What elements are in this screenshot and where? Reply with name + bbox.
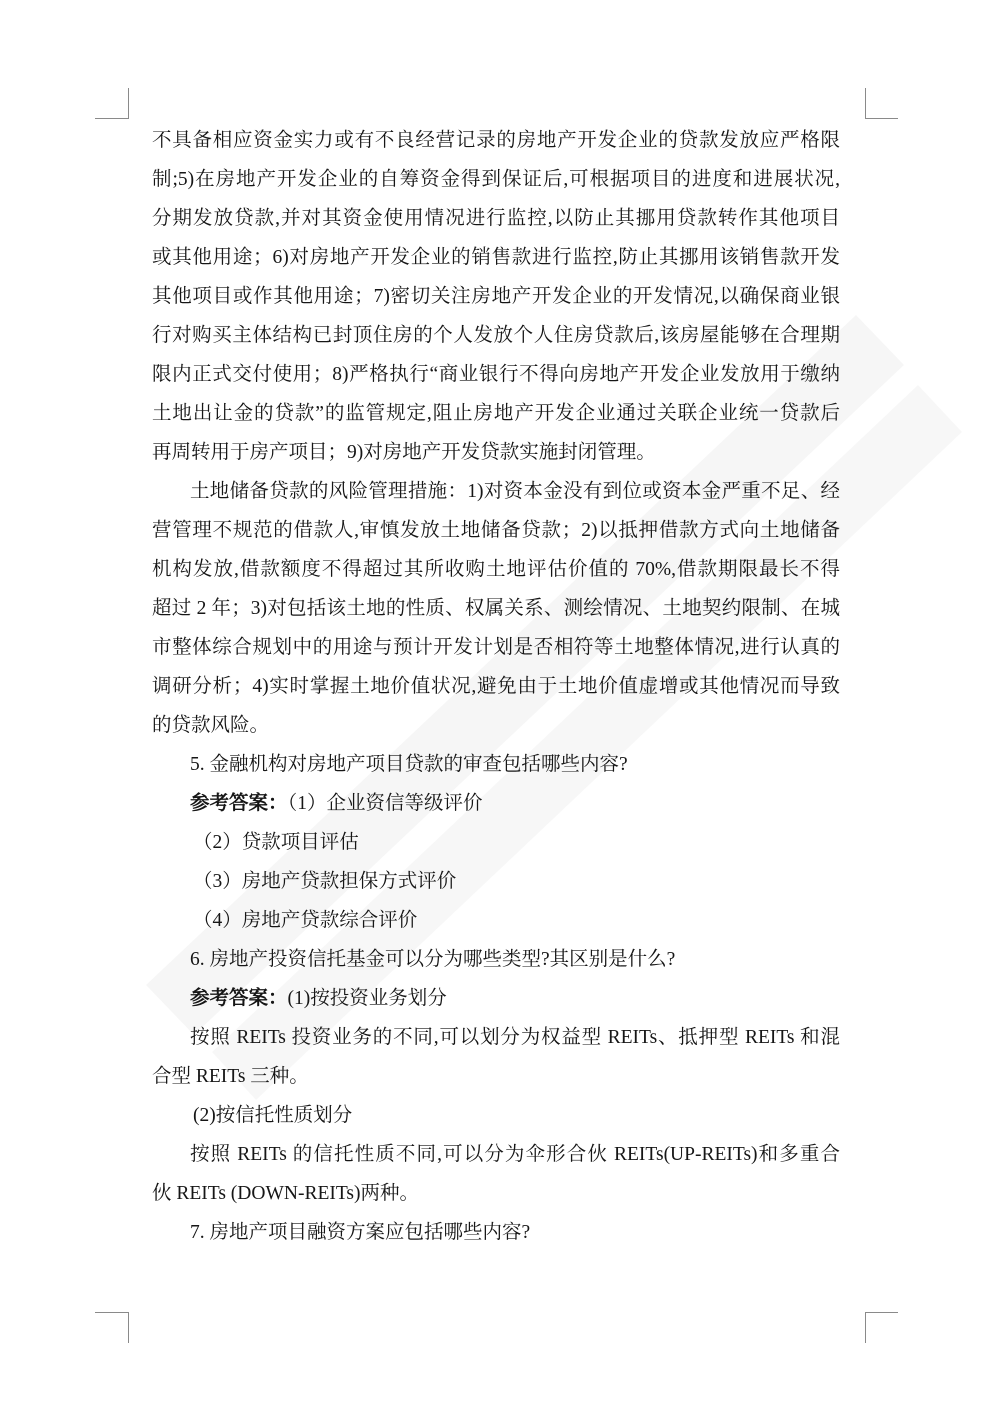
- answer-line: [152, 979, 840, 1018]
- text-line: 行对购买主体结构已封顶住房的个人发放个人住房贷款后,该房屋能够在合理期: [152, 325, 840, 346]
- answer-heading: (1)按投资业务划分: [287, 988, 447, 1009]
- answer-line: [152, 784, 840, 823]
- question-5-block: [152, 745, 840, 940]
- question-6-block: [152, 940, 840, 1213]
- crop-mark-bottom-left-h: [95, 1312, 128, 1313]
- answer-heading: (2)按信托性质划分: [193, 1105, 353, 1126]
- text-line: 按照 REITs 投资业务的不同,可以划分为权益型 REITs、抵押型 REITs 和混: [190, 1027, 840, 1048]
- text-line: 市整体综合规划中的用途与预计开发计划是否相符等土地整体情况,进行认真的: [152, 637, 840, 658]
- answer-label: 参考答案：: [190, 793, 288, 814]
- answer-item: （4）房地产贷款综合评价: [193, 910, 418, 931]
- text-line: 合型 REITs 三种。: [152, 1066, 309, 1087]
- paragraph-land-reserve-loan-risk: [152, 472, 840, 745]
- text-line: 不具备相应资金实力或有不良经营记录的房地产开发企业的贷款发放应严格限: [152, 130, 840, 151]
- crop-mark-bottom-left-v: [128, 1312, 129, 1343]
- text-line: 按照 REITs 的信托性质不同,可以分为伞形合伙 REITs(UP-REITs)和多重合: [190, 1144, 840, 1165]
- crop-mark-top-left-h: [95, 118, 128, 119]
- question-5: 5. 金融机构对房地产项目贷款的审查包括哪些内容?: [190, 754, 628, 775]
- text-line: 再周转用于房产项目；9)对房地产开发贷款实施封闭管理。: [152, 442, 656, 463]
- text-line: 其他项目或作其他用途；7)密切关注房地产开发企业的开发情况,以确保商业银: [152, 286, 840, 307]
- paragraph-development-loan-risk: [152, 121, 840, 472]
- answer-item: （1）企业资信等级评价: [287, 793, 483, 814]
- text-line: 土地出让金的贷款”的监管规定,阻止房地产开发企业通过关联企业统一贷款后: [152, 403, 840, 424]
- text-line: 营管理不规范的借款人,审慎发放土地储备贷款；2)以抵押借款方式向土地储备: [152, 520, 840, 541]
- answer-item: （2）贷款项目评估: [193, 832, 359, 853]
- crop-mark-top-right-v: [865, 88, 866, 119]
- crop-mark-bottom-right-h: [865, 1312, 898, 1313]
- answer-label: 参考答案：: [190, 988, 288, 1009]
- text-line: 的贷款风险。: [152, 715, 270, 736]
- question-7: 7. 房地产项目融资方案应包括哪些内容?: [190, 1222, 531, 1243]
- text-line: 限内正式交付使用；8)严格执行“商业银行不得向房地产开发企业发放用于缴纳: [152, 364, 840, 385]
- text-line: 调研分析；4)实时掌握土地价值状况,避免由于土地价值虚增或其他情况而导致: [152, 676, 840, 697]
- text-line: 机构发放,借款额度不得超过其所收购土地评估价值的 70%,借款期限最长不得: [152, 559, 840, 580]
- question-7-block: [152, 1213, 840, 1252]
- answer-item: （3）房地产贷款担保方式评价: [193, 871, 457, 892]
- text-line: 伙 REITs (DOWN-REITs)两种。: [152, 1183, 419, 1204]
- document-body: [152, 121, 840, 1252]
- crop-mark-top-right-h: [865, 118, 898, 119]
- question-6: 6. 房地产投资信托基金可以分为哪些类型?其区别是什么?: [190, 949, 676, 970]
- text-line: 超过 2 年；3)对包括该土地的性质、权属关系、测绘情况、土地契约限制、在城: [152, 598, 840, 619]
- text-line: 土地储备贷款的风险管理措施：1)对资本金没有到位或资本金严重不足、经: [190, 481, 840, 502]
- crop-mark-bottom-right-v: [865, 1312, 866, 1343]
- text-line: 分期发放贷款,并对其资金使用情况进行监控,以防止其挪用贷款转作其他项目: [152, 208, 840, 229]
- text-line: 或其他用途；6)对房地产开发企业的销售款进行监控,防止其挪用该销售款开发: [152, 247, 840, 268]
- crop-mark-top-left-v: [128, 88, 129, 119]
- text-line: 制;5)在房地产开发企业的自筹资金得到保证后,可根据项目的进度和进展状况,: [152, 169, 840, 190]
